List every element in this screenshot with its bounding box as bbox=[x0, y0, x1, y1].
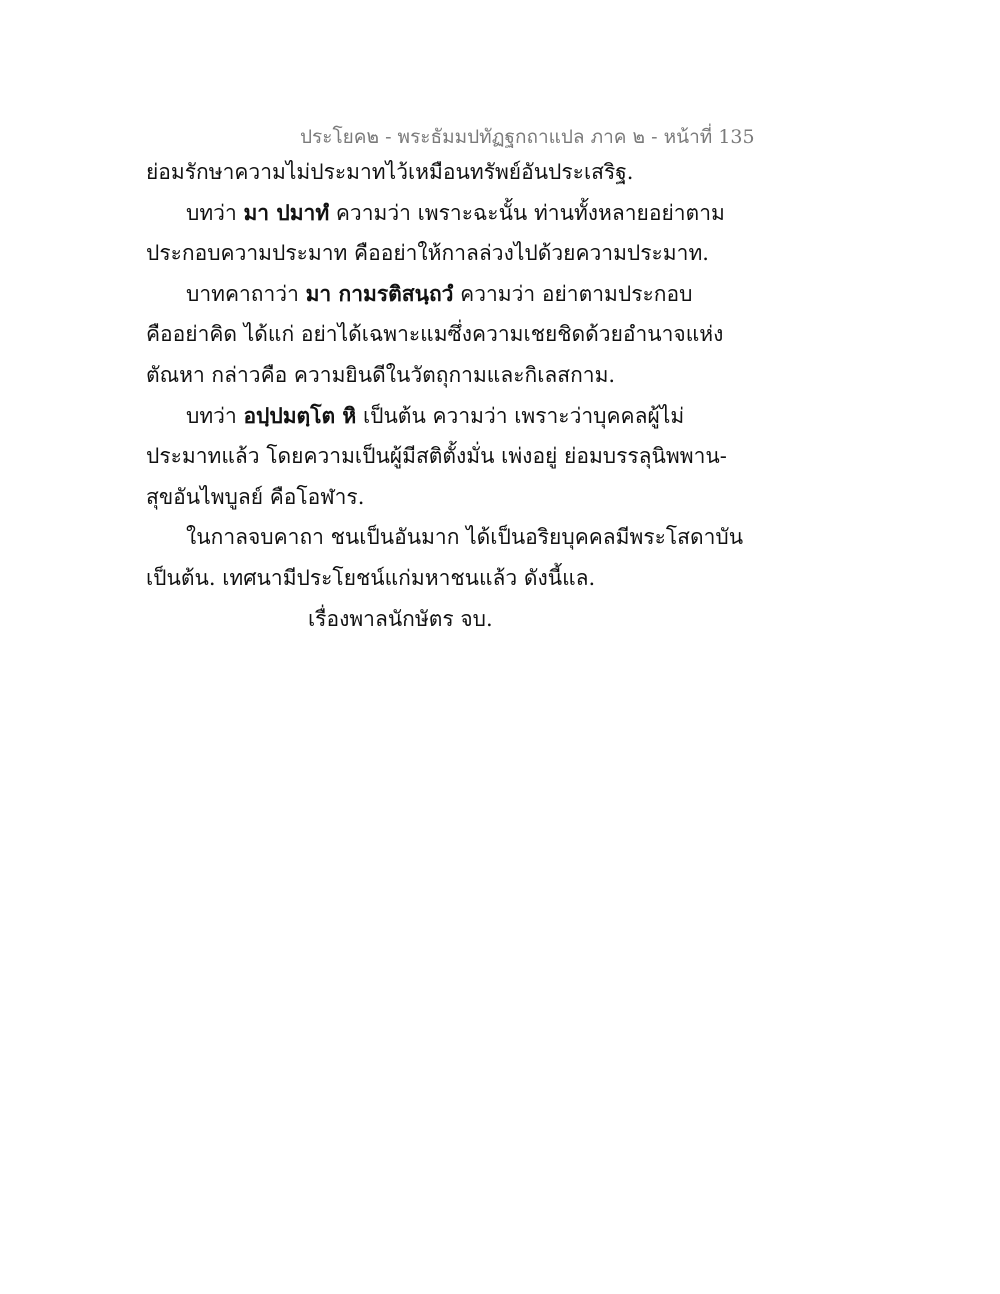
paragraph-line: ย่อมรักษาความไม่ประมาทไว้เหมือนทรัพย์อันประเสริฐ. bbox=[146, 160, 634, 184]
line-text: บทว่า bbox=[186, 200, 244, 225]
paragraph-line: คืออย่าคิด ได้แก่ อย่าได้เฉพาะแมซึ่งความเชยชิดด้วยอำนาจแห่ง bbox=[146, 322, 724, 347]
paragraph-line: เป็นต้น. เทศนามีประโยชน์แก่มหาชนแล้ว ดังนี้แล. bbox=[146, 565, 596, 590]
story-end-line: เรื่องพาลนักษัตร จบ. bbox=[308, 606, 493, 631]
paragraph-line: ประมาทแล้ว โดยความเป็นผู้มีสติตั้งมั่น เพ่งอยู่ ย่อมบรรลุนิพพาน- bbox=[146, 444, 727, 469]
paragraph-line: ตัณหา กล่าวคือ ความยินดีในวัตถุกามและกิเลสกาม. bbox=[146, 362, 616, 387]
pali-term: มา กามรติสนฺถวํ bbox=[305, 280, 454, 306]
line-text: ความว่า อย่าตามประกอบ bbox=[453, 281, 693, 306]
paragraph-line: ในกาลจบคาถา ชนเป็นอันมาก ได้เป็นอริยบุคคลมีพระโสดาบัน bbox=[186, 525, 744, 550]
pali-term: มา ปมาทํ bbox=[243, 199, 330, 225]
line-text: ความว่า เพราะฉะนั้น ท่านทั้งหลายอย่าตาม bbox=[329, 200, 725, 225]
paragraph-line: สุขอันไพบูลย์ คือโอฬาร. bbox=[146, 484, 365, 509]
paragraph-line: ประกอบความประมาท คืออย่าให้กาลล่วงไปด้วยความประมาท. bbox=[146, 241, 709, 266]
paragraph-line bbox=[146, 396, 706, 437]
line-text: บาทคาถาว่า bbox=[186, 281, 306, 306]
line-text: บทว่า bbox=[186, 403, 244, 428]
line-text: เป็นต้น ความว่า เพราะว่าบุคคลผู้ไม่ bbox=[356, 403, 685, 428]
paragraph-line bbox=[146, 274, 706, 315]
paragraph-line bbox=[146, 193, 725, 234]
document-body bbox=[146, 152, 744, 639]
pali-term: อปฺปมตฺโต หิ bbox=[243, 402, 357, 428]
running-header: ประโยค๒ - พระธัมมปทัฏฐกถาแปล ภาค ๒ - หน้าที่ 135 bbox=[300, 126, 755, 148]
